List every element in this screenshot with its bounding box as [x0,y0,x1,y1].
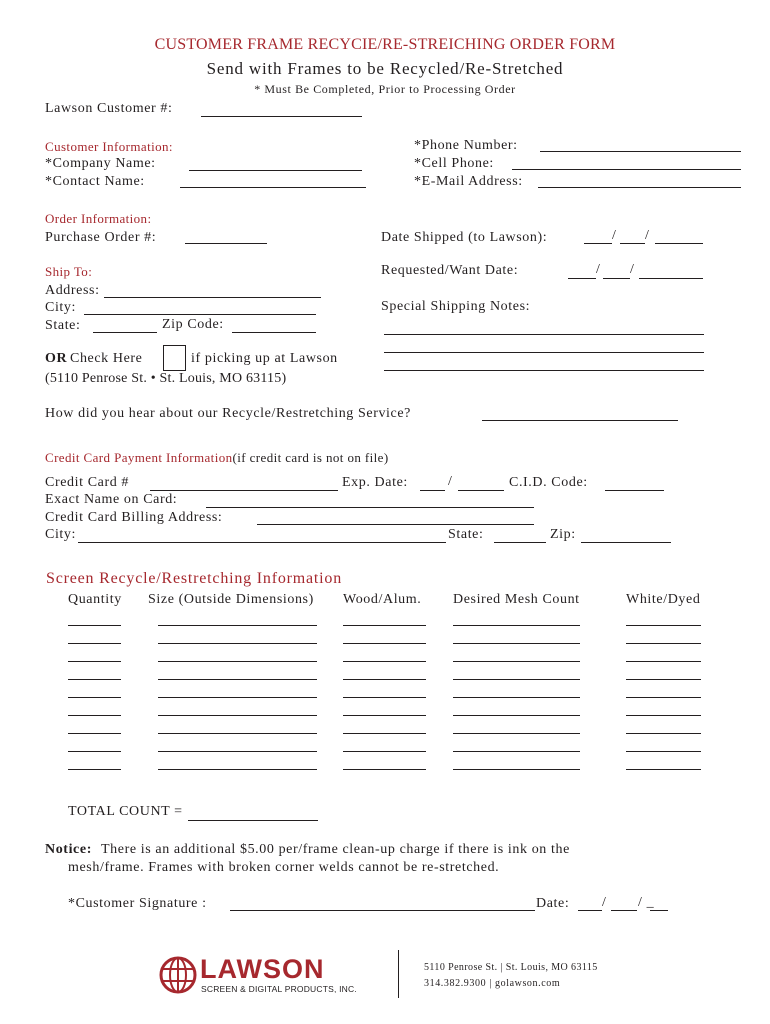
customer-number-label: Lawson Customer #: [45,101,173,116]
row-2-quantity-field[interactable] [68,643,121,644]
customer-info-heading: Customer Information: [45,139,173,154]
signature-month-field[interactable] [578,910,602,911]
signature-label: *Customer Signature : [68,896,207,911]
signature-slash: / [602,895,607,910]
row-4-quantity-field[interactable] [68,679,121,680]
signature-year-field[interactable] [650,910,668,911]
shipping-notes-line-1[interactable] [384,334,704,335]
email-address-label: *E-Mail Address: [414,174,523,189]
screen-section-heading: Screen Recycle/Restretching Information [46,570,342,587]
row-2-wood-alum-field[interactable] [343,643,426,644]
row-4-mesh-count-field[interactable] [453,679,580,680]
cid-code-field[interactable] [605,490,664,491]
row-2-mesh-count-field[interactable] [453,643,580,644]
notice-label: Notice: [45,842,92,857]
zip-code-label: Zip Code: [162,317,224,332]
referral-field[interactable] [482,420,678,421]
row-9-white-dyed-field[interactable] [626,769,701,770]
row-1-white-dyed-field[interactable] [626,625,701,626]
form-note: * Must Be Completed, Prior to Processing Order [254,82,516,96]
cid-code-label: C.I.D. Code: [509,475,588,490]
purchase-order-label: Purchase Order #: [45,230,157,245]
pickup-label: if picking up at Lawson [191,351,338,366]
row-6-white-dyed-field[interactable] [626,715,701,716]
row-7-mesh-count-field[interactable] [453,733,580,734]
requested-day-field[interactable] [603,278,630,279]
purchase-order-field[interactable] [185,243,267,244]
row-9-size-field[interactable] [158,769,317,770]
row-7-quantity-field[interactable] [68,733,121,734]
city-field[interactable] [84,314,316,315]
card-number-field[interactable] [150,490,338,491]
requested-year-field[interactable] [639,278,703,279]
billing-city-label: City: [45,527,77,542]
contact-name-field[interactable] [180,187,366,188]
row-5-size-field[interactable] [158,697,317,698]
billing-city-field[interactable] [78,542,446,543]
billing-state-field[interactable] [494,542,546,543]
row-4-white-dyed-field[interactable] [626,679,701,680]
billing-zip-label: Zip: [550,527,576,542]
contact-name-label: *Contact Name: [45,174,145,189]
form-subtitle: Send with Frames to be Recycled/Re-Stretched [206,59,564,78]
logo-name: LAWSON [200,954,325,984]
exp-slash: / [448,474,453,489]
row-1-size-field[interactable] [158,625,317,626]
row-5-mesh-count-field[interactable] [453,697,580,698]
date-slash: / [612,228,617,243]
billing-address-label: Credit Card Billing Address: [45,510,223,525]
card-name-label: Exact Name on Card: [45,492,178,507]
logo-tagline: SCREEN & DIGITAL PRODUCTS, INC. [201,984,357,994]
column-wood-alum: Wood/Alum. [343,592,422,607]
card-number-label: Credit Card # [45,475,130,490]
payment-heading: Credit Card Payment Information [45,450,233,465]
date-slash: / [630,262,635,277]
row-3-mesh-count-field[interactable] [453,661,580,662]
notice-line-1: There is an additional $5.00 per/frame clean-up charge if there is ink on the [101,842,570,857]
check-here-label: Check Here [70,351,143,366]
row-8-size-field[interactable] [158,751,317,752]
state-label: State: [45,318,81,333]
lawson-globe-icon [158,955,198,995]
requested-month-field[interactable] [568,278,596,279]
footer-address: 5110 Penrose St. | St. Louis, MO 63115 [424,962,598,973]
notice-line-2: mesh/frame. Frames with broken corner welds cannot be re-stretched. [68,860,500,875]
address-field[interactable] [104,297,321,298]
row-5-wood-alum-field[interactable] [343,697,426,698]
cell-phone-label: *Cell Phone: [414,156,494,171]
exp-date-label: Exp. Date: [342,475,408,490]
state-field[interactable] [93,332,157,333]
row-3-quantity-field[interactable] [68,661,121,662]
row-2-size-field[interactable] [158,643,317,644]
footer-divider [398,950,399,998]
signature-date-label: Date: [536,896,570,911]
customer-number-field[interactable] [201,116,362,117]
signature-day-field[interactable] [611,910,637,911]
payment-heading-wrap [45,450,389,466]
or-label: OR [45,351,68,366]
zip-code-field[interactable] [232,332,316,333]
shipping-notes-line-2[interactable] [384,352,704,353]
row-3-white-dyed-field[interactable] [626,661,701,662]
order-info-heading: Order Information: [45,211,152,226]
shipping-notes-line-3[interactable] [384,370,704,371]
form-title: CUSTOMER FRAME RECYCIE/RE-STREICHING ORDER FORM [154,36,616,53]
address-label: Address: [45,283,100,298]
total-count-field[interactable] [188,820,318,821]
column-quantity: Quantity [68,592,122,607]
date-shipped-day-field[interactable] [620,243,645,244]
row-4-size-field[interactable] [158,679,317,680]
row-4-wood-alum-field[interactable] [343,679,426,680]
row-8-mesh-count-field[interactable] [453,751,580,752]
row-1-wood-alum-field[interactable] [343,625,426,626]
exp-year-field[interactable] [458,490,504,491]
row-3-wood-alum-field[interactable] [343,661,426,662]
company-name-label: *Company Name: [45,156,156,171]
billing-zip-field[interactable] [581,542,671,543]
ship-to-heading: Ship To: [45,264,93,279]
cell-phone-field[interactable] [512,169,741,170]
row-1-mesh-count-field[interactable] [453,625,580,626]
row-9-wood-alum-field[interactable] [343,769,426,770]
date-shipped-month-field[interactable] [584,243,612,244]
referral-label: How did you hear about our Recycle/Restretching Service? [45,406,411,421]
row-9-quantity-field[interactable] [68,769,121,770]
shipping-notes-label: Special Shipping Notes: [381,299,531,314]
row-8-white-dyed-field[interactable] [626,751,701,752]
exp-month-field[interactable] [420,490,445,491]
row-8-wood-alum-field[interactable] [343,751,426,752]
payment-heading-note: (if credit card is not on file) [232,450,389,465]
pickup-checkbox[interactable] [163,345,186,371]
email-address-field[interactable] [538,187,741,188]
row-8-quantity-field[interactable] [68,751,121,752]
row-3-size-field[interactable] [158,661,317,662]
row-5-quantity-field[interactable] [68,697,121,698]
column-white-dyed: White/Dyed [626,592,701,607]
row-6-wood-alum-field[interactable] [343,715,426,716]
signature-field[interactable] [230,910,535,911]
footer-contact: 314.382.9300 | golawson.com [424,978,561,989]
column-size: Size (Outside Dimensions) [148,592,314,607]
card-name-field[interactable] [206,507,534,508]
company-name-field[interactable] [189,170,362,171]
date-slash: / [645,228,650,243]
city-label: City: [45,300,77,315]
date-shipped-year-field[interactable] [655,243,703,244]
row-5-white-dyed-field[interactable] [626,697,701,698]
phone-number-field[interactable] [540,151,741,152]
requested-date-label: Requested/Want Date: [381,263,519,278]
row-7-white-dyed-field[interactable] [626,733,701,734]
date-slash: / [596,262,601,277]
row-9-mesh-count-field[interactable] [453,769,580,770]
row-1-quantity-field[interactable] [68,625,121,626]
billing-state-label: State: [448,527,484,542]
row-6-size-field[interactable] [158,715,317,716]
date-shipped-label: Date Shipped (to Lawson): [381,230,548,245]
row-7-wood-alum-field[interactable] [343,733,426,734]
phone-number-label: *Phone Number: [414,138,518,153]
row-6-quantity-field[interactable] [68,715,121,716]
pickup-address: (5110 Penrose St. • St. Louis, MO 63115) [45,371,287,386]
billing-address-field[interactable] [257,524,534,525]
row-6-mesh-count-field[interactable] [453,715,580,716]
total-count-label: TOTAL COUNT = [68,804,183,819]
row-7-size-field[interactable] [158,733,317,734]
column-mesh-count: Desired Mesh Count [453,592,580,607]
signature-slash-end: / _ [638,895,655,910]
row-2-white-dyed-field[interactable] [626,643,701,644]
